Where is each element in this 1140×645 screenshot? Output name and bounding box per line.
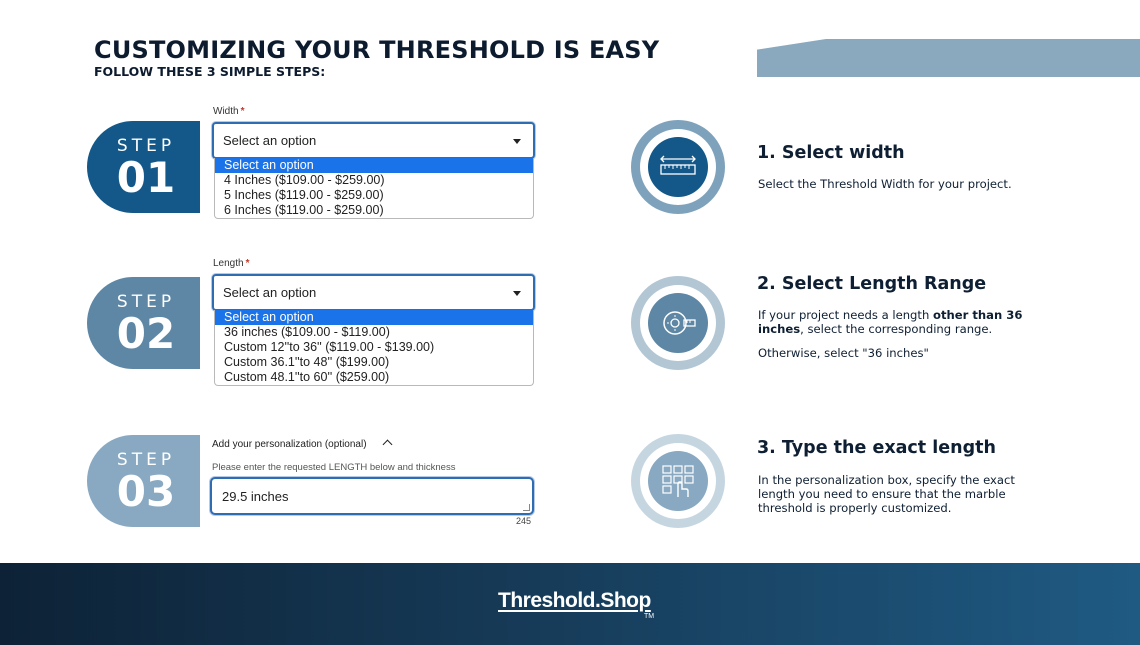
step-number: 03: [116, 467, 176, 516]
width-select-value: Select an option: [223, 133, 317, 148]
personalization-textarea[interactable]: [210, 477, 534, 515]
tape-measure-ring: [631, 276, 725, 370]
instruction-text-3: In the personalization box, specify the exact length you need to ensure that the marble threshold is properly customized.: [758, 473, 1015, 515]
page-title: CUSTOMIZING YOUR THRESHOLD IS EASY: [94, 36, 660, 64]
step-badge-1: [87, 121, 200, 213]
required-mark: *: [240, 106, 245, 117]
resize-grip-icon[interactable]: [523, 504, 530, 511]
length-dropdown: [214, 310, 534, 386]
personalization-label[interactable]: Add your personalization (optional): [212, 439, 367, 450]
step-number: 01: [116, 153, 176, 202]
step-word: STEP: [116, 136, 176, 156]
length-select[interactable]: [212, 274, 535, 311]
instruction-title-1: 1. Select width: [757, 143, 905, 163]
instruction-text-2b: Otherwise, select "36 inches": [758, 346, 929, 360]
width-label: [213, 106, 244, 117]
length-option[interactable]: 36 inches ($109.00 - $119.00): [224, 325, 390, 339]
width-select[interactable]: [212, 122, 535, 159]
tape-measure-icon: [648, 293, 708, 353]
step-word: STEP: [116, 450, 176, 470]
length-select-value: Select an option: [223, 285, 317, 300]
personalization-hint: Please enter the requested LENGTH below and thickness: [212, 462, 456, 473]
personalization-value: 29.5 inches: [222, 489, 289, 504]
step-badge-2: [87, 277, 200, 369]
instruction-title-2: 2. Select Length Range: [757, 274, 987, 294]
width-option[interactable]: Select an option: [215, 158, 533, 173]
width-option[interactable]: 5 Inches ($119.00 - $259.00): [224, 188, 384, 202]
step-number: 02: [116, 309, 176, 358]
width-option[interactable]: 6 Inches ($119.00 - $259.00): [224, 203, 384, 217]
ruler-ring: [631, 120, 725, 214]
width-label-text: Width: [213, 106, 239, 117]
length-label-text: Length: [213, 258, 244, 269]
step-badge-3: [87, 435, 200, 527]
chevron-up-icon[interactable]: [383, 440, 393, 450]
required-mark: *: [245, 258, 250, 269]
instruction-text-2-bold: other than 36 inches: [758, 308, 1023, 336]
instruction-title-3: 3. Type the exact length: [757, 438, 996, 458]
length-option[interactable]: Custom 48.1''to 60'' ($259.00): [224, 370, 390, 384]
keypad-ring: [631, 434, 725, 528]
length-option[interactable]: Custom 12''to 36'' ($119.00 - $139.00): [224, 340, 435, 354]
instruction-text-1: Select the Threshold Width for your project.: [758, 177, 1012, 191]
character-count: 245: [516, 516, 532, 526]
caret-down-icon: [513, 139, 521, 144]
instruction-text-2: [758, 308, 1033, 336]
step-word: STEP: [116, 292, 176, 312]
top-banner: [757, 39, 1140, 77]
instruction-text-2-post: , select the corresponding range.: [800, 322, 993, 336]
trademark-mark: TM: [644, 613, 655, 620]
length-label: [213, 258, 250, 269]
page-subtitle: FOLLOW THESE 3 SIMPLE STEPS:: [94, 64, 326, 79]
threshold-shop-logo: Threshold.Shop: [498, 589, 651, 612]
caret-down-icon: [513, 291, 521, 296]
ruler-icon: [648, 137, 708, 197]
width-option[interactable]: 4 Inches ($109.00 - $259.00): [224, 173, 385, 187]
length-option[interactable]: Custom 36.1''to 48'' ($199.00): [224, 355, 390, 369]
width-dropdown: [214, 158, 534, 219]
keypad-touch-icon: [648, 451, 708, 511]
length-option[interactable]: Select an option: [215, 310, 533, 325]
instruction-text-2-pre: If your project needs a length: [758, 308, 933, 322]
